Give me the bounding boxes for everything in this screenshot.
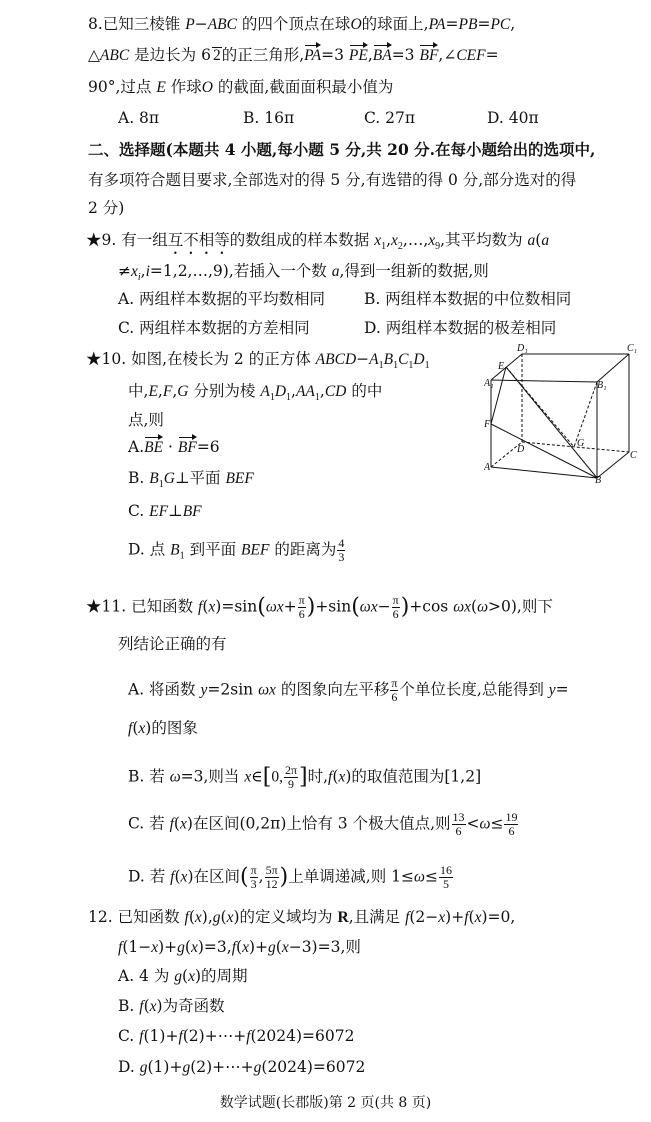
label-d: D <box>517 444 525 455</box>
label-b1: B₁ <box>597 380 607 391</box>
q11-option-a-line2: f(x)的图象 <box>128 719 198 737</box>
q8-option-c: C. 27π <box>364 109 416 127</box>
q10-line2: 中,E,F,G 分别为棱 $A_1D_1,AA_1,CD$ 的中 <box>128 382 383 403</box>
section2-line3: 2 分) <box>88 199 125 217</box>
label-d1: D₁ <box>517 343 528 354</box>
label-c: C <box>630 450 637 461</box>
q9-line1: ★9. 有一组互不相等的数组成的样本数据 $x_1,x_2,\dots,x_9$,其平均数为 a(a <box>86 231 550 252</box>
section2-line1: 二、选择题(本题共 4 小题,每小题 5 分,共 20 分.在每小题给出的选项中, <box>88 140 596 159</box>
q11-line1: ★11. 已知函数 f(x)=sin(ωx+ $\frac{\pi}{6}$ )+sin(ωx− $\frac{\pi}{6}$ )+cos ωx(ω>0),则下 <box>86 593 553 621</box>
q11-option-b: B. 若 ω=3,则当 x∈[0, $\frac{2\pi}{9}$ ]时,f(x)的取值范围为[1,2] <box>128 763 482 791</box>
q8-option-b: B. 16π <box>243 109 295 127</box>
label-c1: C₁ <box>627 343 638 354</box>
cube-figure <box>484 342 644 484</box>
q10-option-b: B. $B_1G\perp$平面 BEF <box>128 469 254 490</box>
q11-option-d: D. 若 f(x)在区间( $\frac{\pi}{3}$ , $\frac{5\pi}{12}$ )上单调递减,则 1≤ω≤ $\frac{16}{5}$ <box>128 863 452 891</box>
q11-line2: 列结论正确的有 <box>118 635 227 653</box>
label-g: G <box>577 438 585 449</box>
q11-option-a-line1: A. 将函数 y=2sin ωx 的图象向左平移 $\frac{\pi}{6}$ 个单位长度,总能得到 y= <box>128 676 569 704</box>
q9-line2: $\ne x_i,i=1,2,\dots,9$),若插入一个数 a,得到一组新的数据,则 <box>118 262 489 283</box>
label-b: B <box>595 475 602 484</box>
q12-line1: 12. 已知函数 f(x),g(x)的定义域均为 R,且满足 f(2−x)+f(x)=0, <box>88 908 516 926</box>
q10-option-c: C. EF⊥BF <box>128 502 202 520</box>
q8-option-d: D. 40π <box>487 109 539 127</box>
q12-option-a: A. 4 为 g(x)的周期 <box>118 967 248 985</box>
q12-line2: f(1−x)+g(x)=3,f(x)+g(x−3)=3,则 <box>118 938 361 956</box>
q10-line1: ★10. 如图,在棱长为 2 的正方体 $ABCD-A_1B_1C_1D_1$ <box>86 350 430 371</box>
q9-option-b: B. 两组样本数据的中位数相同 <box>364 290 572 308</box>
label-f: F <box>484 419 491 430</box>
q12-option-c: C. f(1)+f(2)+⋯+f(2024)=6072 <box>118 1027 355 1045</box>
q9-option-c: C. 两组样本数据的方差相同 <box>118 319 310 337</box>
q10-option-d: D. 点 $B_1$ 到平面 BEF 的距离为 $\frac{4}{3}$ <box>128 536 345 564</box>
page-footer: 数学试题(长郡版)第 2 页(共 8 页) <box>219 1095 432 1111</box>
label-e: E <box>498 361 505 372</box>
label-a: A <box>484 462 491 473</box>
section2-line2: 有多项符合题目要求,全部选对的得 5 分,有选错的得 0 分,部分选对的得 <box>88 171 577 189</box>
q8-line1: 8.已知三棱锥 P−ABC 的四个顶点在球O的球面上,PA=PB=PC, <box>88 15 516 33</box>
q9-option-a: A. 两组样本数据的平均数相同 <box>118 290 326 308</box>
q10-option-a: A.BE · BF=6 <box>128 438 220 456</box>
q9-option-d: D. 两组样本数据的极差相同 <box>364 319 557 337</box>
q8-line3: 90°,过点 E 作球O 的截面,截面面积最小值为 <box>88 78 394 96</box>
q12-option-d: D. g(1)+g(2)+⋯+g(2024)=6072 <box>118 1058 366 1076</box>
label-a1: A₁ <box>484 378 494 389</box>
q8-option-a: A. 8π <box>118 109 160 127</box>
q10-line3: 点,则 <box>128 411 164 429</box>
q11-option-c: C. 若 f(x)在区间(0,2π)上恰有 3 个极大值点,则 $\frac{13}{6}$ <ω≤ $\frac{19}{6}$ <box>128 810 518 838</box>
q8-line2: △ABC 是边长为 6 2的正三角形,PA=3 PE,BA=3 BF,∠CEF= <box>88 46 499 64</box>
q12-option-b: B. f(x)为奇函数 <box>118 997 225 1015</box>
